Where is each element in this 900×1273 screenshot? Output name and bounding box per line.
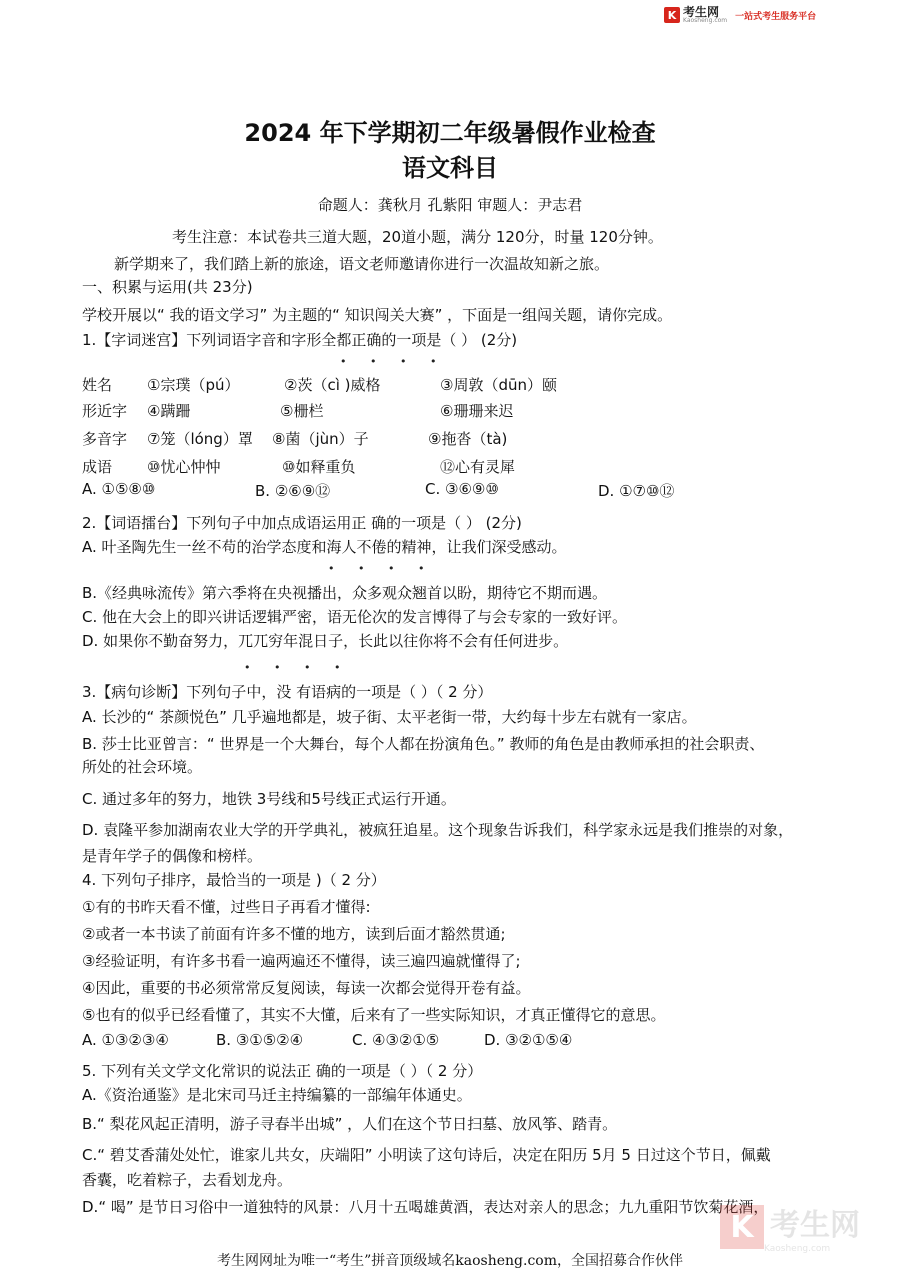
- answer-option-b-cont: 所处的社会环境。: [82, 758, 203, 776]
- question-1-stem: 1.【字词迷宫】下列词语字音和字形全都正确的一项是（ ） (2分): [82, 331, 518, 349]
- answer-option-b[interactable]: B.《经典咏流传》第六季将在央视播出，众多观众翘首以盼，期待它不期而遇。: [82, 584, 608, 602]
- sentence-item: ③经验证明，有许多书看一遍两遍还不懂得，读三遍四遍就懂得了;: [82, 952, 521, 970]
- watermark: [720, 1200, 860, 1254]
- answer-option-b[interactable]: B.“ 梨花风起正清明，游子寻春半出城” ，人们在这个节日扫墓、放风筝、踏青。: [82, 1115, 618, 1133]
- answer-option-c-cont: 香囊，吃着粽子，去看划龙舟。: [82, 1171, 293, 1189]
- logo-name: 考生网: [683, 5, 720, 19]
- q1-cell: ⑥珊珊来迟: [440, 402, 514, 420]
- watermark-domain: Kaosheng.com: [764, 1244, 831, 1254]
- sentence-item: ⑤也有的似乎已经看懂了，其实不大懂，后来有了一些实际知识，才真正懂得它的意思。: [82, 1006, 666, 1024]
- logo-slogan: 一站式考生服务平台: [735, 11, 817, 22]
- question-3-stem: 3.【病句诊断】下列句子中，没 有语病的一项是（ ）（ 2 分）: [82, 683, 493, 701]
- answer-option-c[interactable]: C. ③⑥⑨⑩: [425, 480, 499, 498]
- q1-row-label: 成语: [82, 458, 113, 476]
- question-4-stem: 4. 下列句子排序，最恰当的一项是 )（ 2 分）: [82, 871, 386, 889]
- sentence-item: ②或者一本书读了前面有许多不懂的地方，读到后面才豁然贯通;: [82, 925, 506, 943]
- answer-option-c[interactable]: C. 他在大会上的即兴讲话逻辑严密，语无伦次的发言博得了与会专家的一致好评。: [82, 608, 628, 626]
- emphasis-dots: • • • •: [244, 661, 351, 674]
- q1-cell: ⑩如释重负: [282, 458, 356, 476]
- answer-option-d[interactable]: D. ①⑦⑩⑫: [598, 482, 675, 500]
- site-logo[interactable]: [664, 6, 816, 24]
- logo-domain: Kaosheng.com: [683, 17, 728, 24]
- watermark-logo-icon: K: [720, 1205, 764, 1249]
- answer-option-a[interactable]: A. 长沙的“ 茶颜悦色” 几乎遍地都是，坡子街、太平老街一带，大约每十步左右就有一家店。: [82, 708, 697, 726]
- q1-cell: ⑨拖沓（tà): [428, 430, 508, 448]
- answer-option-d-cont: 是青年学子的偶像和榜样。: [82, 847, 263, 865]
- exam-notice: 考生注意：本试卷共三道大题，20道小题，满分 120分，时量 120分钟。: [172, 228, 663, 246]
- section-intro: 学校开展以“ 我的语文学习” 为主题的“ 知识闯关大赛” ，下面是一组闯关题，请你完成。: [82, 306, 673, 324]
- logo-mark-icon: K: [664, 7, 680, 23]
- answer-option-b[interactable]: B. ③①⑤②④: [216, 1031, 304, 1049]
- question-2-stem: 2.【词语擂台】下列句子中加点成语运用正 确的一项是（ ） (2分): [82, 514, 522, 532]
- emphasis-dots: • • • •: [328, 562, 435, 575]
- answer-option-d[interactable]: D. 如果你不勤奋努力，兀兀穷年混日子，长此以往你将不会有任何进步。: [82, 632, 569, 650]
- page-title: 2024 年下学期初二年级暑假作业检查: [244, 119, 656, 147]
- q1-cell: ⑤栅栏: [280, 402, 324, 420]
- sentence-item: ①有的书昨天看不懂，过些日子再看才懂得:: [82, 898, 371, 916]
- emphasis-dots: • • • •: [340, 355, 447, 368]
- authors: 命题人：龚秋月 孔紫阳 审题人：尹志君: [317, 196, 583, 214]
- answer-option-a[interactable]: A. 叶圣陶先生一丝不苟的治学态度和海人不倦的精神，让我们深受感动。: [82, 538, 567, 556]
- question-5-stem: 5. 下列有关文学文化常识的说法正 确的一项是（ ）（ 2 分）: [82, 1062, 483, 1080]
- footer-text: 考生网网址为唯一“考生”拼音顶级域名kaosheng.com，全国招募合作伙伴: [216, 1253, 684, 1269]
- q1-cell: ③周敦（dūn）颐: [440, 376, 557, 394]
- answer-option-d[interactable]: D.“ 喝” 是节日习俗中一道独特的风景：八月十五喝雄黄酒，表达对亲人的思念；九九重阳节饮菊花酒，: [82, 1198, 769, 1216]
- section-heading: 一、积累与运用(共 23分): [82, 278, 253, 296]
- answer-option-c[interactable]: C. ④③②①⑤: [352, 1031, 440, 1049]
- answer-option-b[interactable]: B. ②⑥⑨⑫: [255, 482, 331, 500]
- q1-cell: ⑩忧心忡忡: [147, 458, 221, 476]
- answer-option-a[interactable]: A. ①③②③④: [82, 1031, 169, 1049]
- answer-option-b[interactable]: B. 莎士比亚曾言：“ 世界是一个大舞台，每个人都在扮演角色。” 教师的角色是由教师承担的社会职责、: [82, 735, 765, 753]
- answer-option-c[interactable]: C. 通过多年的努力，地铁 3号线和5号线正式运行开通。: [82, 790, 456, 808]
- answer-option-c[interactable]: C.“ 碧艾香蒲处处忙，谁家儿共女，庆端阳” 小明读了这句诗后，决定在阳历 5月 5 日过这个节日，佩戴: [82, 1146, 771, 1164]
- answer-option-d[interactable]: D. 袁隆平参加湖南农业大学的开学典礼，被疯狂追星。这个现象告诉我们，科学家永远是我们推崇的对象，: [82, 821, 794, 839]
- q1-cell: ②茨（cì )威格: [284, 376, 381, 394]
- q1-row-label: 姓名: [82, 376, 113, 394]
- q1-cell: ①宗璞（pú）: [147, 376, 240, 394]
- answer-option-d[interactable]: D. ③②①⑤④: [484, 1031, 573, 1049]
- answer-option-a[interactable]: A.《资治通鉴》是北宋司马迁主持编纂的一部编年体通史。: [82, 1086, 472, 1104]
- intro-text: 新学期来了，我们踏上新的旅途，语文老师邀请你进行一次温故知新之旅。: [114, 255, 610, 273]
- q1-row-label: 形近字: [82, 402, 128, 420]
- q1-row-label: 多音字: [82, 430, 128, 448]
- q1-cell: ⑦笼（lóng）罩: [147, 430, 253, 448]
- watermark-text: 考生网: [770, 1208, 860, 1243]
- q1-cell: ⑫心有灵犀: [440, 458, 516, 476]
- sentence-item: ④因此，重要的书必须常常反复阅读，每读一次都会觉得开卷有益。: [82, 979, 531, 997]
- q1-cell: ⑧菌（jùn）子: [272, 430, 369, 448]
- answer-option-a[interactable]: A. ①⑤⑧⑩: [82, 480, 156, 498]
- q1-cell: ④蹒跚: [147, 402, 191, 420]
- page-subtitle: 语文科目: [402, 154, 498, 182]
